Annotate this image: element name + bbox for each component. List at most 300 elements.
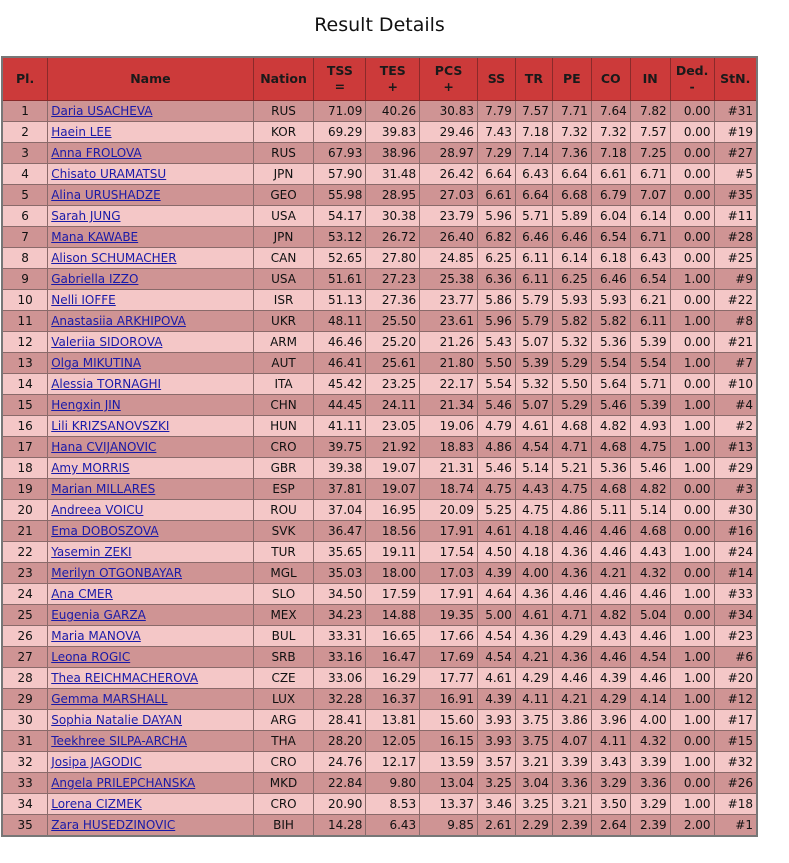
starting-number-cell: #21 (714, 332, 757, 353)
place-cell: 25 (2, 605, 48, 626)
pe-cell: 3.86 (552, 710, 591, 731)
ded-cell: 1.00 (670, 668, 714, 689)
pe-cell: 7.71 (552, 101, 591, 122)
starting-number-cell: #19 (714, 122, 757, 143)
skater-name-link[interactable]: Nelli IOFFE (51, 293, 116, 307)
skater-name-cell (48, 647, 253, 668)
in-cell: 5.46 (630, 458, 670, 479)
place-cell: 9 (2, 269, 48, 290)
tss-cell: 20.90 (314, 794, 366, 815)
co-cell: 6.18 (591, 248, 630, 269)
co-cell: 3.96 (591, 710, 630, 731)
in-cell: 4.46 (630, 668, 670, 689)
in-cell: 4.32 (630, 731, 670, 752)
table-row (2, 143, 757, 164)
skater-name-cell (48, 752, 253, 773)
co-cell: 7.64 (591, 101, 630, 122)
skater-name-cell (48, 500, 253, 521)
ss-cell: 6.61 (477, 185, 515, 206)
ss-cell: 5.96 (477, 206, 515, 227)
nation-cell: AUT (253, 353, 314, 374)
ded-cell: 1.00 (670, 584, 714, 605)
tr-cell: 5.07 (515, 395, 552, 416)
tr-cell: 6.11 (515, 269, 552, 290)
tes-cell: 27.80 (366, 248, 420, 269)
table-row (2, 332, 757, 353)
ss-cell: 5.46 (477, 395, 515, 416)
tes-cell: 19.07 (366, 458, 420, 479)
skater-name-link[interactable]: Marian MILLARES (51, 482, 156, 496)
table-row (2, 710, 757, 731)
ded-cell: 0.00 (670, 605, 714, 626)
nation-cell: BUL (253, 626, 314, 647)
in-cell: 7.57 (630, 122, 670, 143)
in-cell: 5.54 (630, 353, 670, 374)
co-cell: 4.82 (591, 605, 630, 626)
skater-name-link[interactable]: Hana CVIJANOVIC (51, 440, 157, 454)
table-row (2, 563, 757, 584)
table-row (2, 416, 757, 437)
pe-cell: 5.93 (552, 290, 591, 311)
starting-number-cell: #18 (714, 794, 757, 815)
ded-cell: 1.00 (670, 458, 714, 479)
skater-name-link[interactable]: Zara HUSEDZINOVIC (51, 818, 176, 832)
skater-name-link[interactable]: Hengxin JIN (51, 398, 121, 412)
ss-cell: 5.86 (477, 290, 515, 311)
co-cell: 5.64 (591, 374, 630, 395)
table-row (2, 395, 757, 416)
ded-cell: 0.00 (670, 206, 714, 227)
ded-cell: 1.00 (670, 416, 714, 437)
skater-name-link[interactable]: Anna FROLOVA (51, 146, 142, 160)
header-co: CO (591, 57, 630, 101)
place-cell: 3 (2, 143, 48, 164)
nation-cell: SVK (253, 521, 314, 542)
tr-cell: 5.79 (515, 311, 552, 332)
starting-number-cell: #5 (714, 164, 757, 185)
starting-number-cell: #23 (714, 626, 757, 647)
tr-cell: 5.39 (515, 353, 552, 374)
skater-name-cell (48, 353, 253, 374)
tr-cell: 5.14 (515, 458, 552, 479)
table-row (2, 584, 757, 605)
tss-cell: 37.04 (314, 500, 366, 521)
header-nation: Nation (253, 57, 314, 101)
pcs-cell: 19.35 (420, 605, 478, 626)
tss-cell: 22.84 (314, 773, 366, 794)
in-cell: 6.11 (630, 311, 670, 332)
in-cell: 4.46 (630, 626, 670, 647)
table-row (2, 542, 757, 563)
table-row (2, 248, 757, 269)
nation-cell: ARM (253, 332, 314, 353)
ss-cell: 5.96 (477, 311, 515, 332)
skater-name-cell (48, 689, 253, 710)
co-cell: 5.36 (591, 458, 630, 479)
results-body (2, 101, 757, 837)
skater-name-cell (48, 773, 253, 794)
in-cell: 3.36 (630, 773, 670, 794)
nation-cell: CRO (253, 437, 314, 458)
place-cell: 1 (2, 101, 48, 122)
starting-number-cell: #34 (714, 605, 757, 626)
table-row (2, 164, 757, 185)
place-cell: 35 (2, 815, 48, 837)
nation-cell: TUR (253, 542, 314, 563)
ded-cell: 1.00 (670, 794, 714, 815)
ss-cell: 6.25 (477, 248, 515, 269)
ss-cell: 5.25 (477, 500, 515, 521)
ss-cell: 5.00 (477, 605, 515, 626)
skater-name-link[interactable]: Olga MIKUTINA (51, 356, 142, 370)
skater-name-cell (48, 143, 253, 164)
nation-cell: THA (253, 731, 314, 752)
header-place: Pl. (2, 57, 48, 101)
skater-name-link[interactable]: Angela PRILEPCHANSKA (51, 776, 196, 790)
tr-cell: 4.75 (515, 500, 552, 521)
ss-cell: 4.54 (477, 626, 515, 647)
skater-name-link[interactable]: Gabriella IZZO (51, 272, 139, 286)
skater-name-link[interactable]: Gemma MARSHALL (51, 692, 168, 706)
pe-cell: 5.29 (552, 395, 591, 416)
skater-name-link[interactable]: Merilyn OTGONBAYAR (51, 566, 183, 580)
co-cell: 4.46 (591, 521, 630, 542)
skater-name-link[interactable]: Alina URUSHADZE (51, 188, 161, 202)
skater-name-link[interactable]: Lili KRIZSANOVSZKI (51, 419, 170, 433)
ded-cell: 0.00 (670, 773, 714, 794)
co-cell: 6.79 (591, 185, 630, 206)
nation-cell: ARG (253, 710, 314, 731)
skater-name-link[interactable]: Andreea VOICU (51, 503, 144, 517)
tes-cell: 8.53 (366, 794, 420, 815)
tss-cell: 35.03 (314, 563, 366, 584)
skater-name-cell (48, 731, 253, 752)
place-cell: 27 (2, 647, 48, 668)
pcs-cell: 23.77 (420, 290, 478, 311)
table-row (2, 437, 757, 458)
in-cell: 5.39 (630, 332, 670, 353)
place-cell: 4 (2, 164, 48, 185)
in-cell: 4.68 (630, 521, 670, 542)
skater-name-cell (48, 227, 253, 248)
tes-cell: 27.23 (366, 269, 420, 290)
starting-number-cell: #11 (714, 206, 757, 227)
pcs-cell: 16.15 (420, 731, 478, 752)
pe-cell: 4.36 (552, 563, 591, 584)
pe-cell: 6.25 (552, 269, 591, 290)
place-cell: 13 (2, 353, 48, 374)
skater-name-link[interactable]: Chisato URAMATSU (51, 167, 167, 181)
in-cell: 6.43 (630, 248, 670, 269)
tes-cell: 21.92 (366, 437, 420, 458)
ss-cell: 4.64 (477, 584, 515, 605)
skater-name-link[interactable]: Josipa JAGODIC (51, 755, 142, 769)
skater-name-cell (48, 332, 253, 353)
ded-cell: 1.00 (670, 542, 714, 563)
pcs-cell: 20.09 (420, 500, 478, 521)
starting-number-cell: #8 (714, 311, 757, 332)
tr-cell: 4.18 (515, 542, 552, 563)
nation-cell: CHN (253, 395, 314, 416)
starting-number-cell: #24 (714, 542, 757, 563)
tes-cell: 25.50 (366, 311, 420, 332)
tss-cell: 28.20 (314, 731, 366, 752)
place-cell: 34 (2, 794, 48, 815)
ded-cell: 1.00 (670, 689, 714, 710)
ss-cell: 3.93 (477, 731, 515, 752)
skater-name-link[interactable]: Maria MANOVA (51, 629, 141, 643)
nation-cell: LUX (253, 689, 314, 710)
pe-cell: 5.82 (552, 311, 591, 332)
co-cell: 5.11 (591, 500, 630, 521)
tes-cell: 26.72 (366, 227, 420, 248)
ss-cell: 7.79 (477, 101, 515, 122)
table-row (2, 374, 757, 395)
nation-cell: MGL (253, 563, 314, 584)
starting-number-cell: #10 (714, 374, 757, 395)
table-row (2, 815, 757, 837)
co-cell: 6.61 (591, 164, 630, 185)
starting-number-cell: #12 (714, 689, 757, 710)
co-cell: 4.11 (591, 731, 630, 752)
skater-name-cell (48, 290, 253, 311)
tes-cell: 14.88 (366, 605, 420, 626)
tss-cell: 54.17 (314, 206, 366, 227)
tss-cell: 55.98 (314, 185, 366, 206)
nation-cell: KOR (253, 122, 314, 143)
starting-number-cell: #26 (714, 773, 757, 794)
tr-cell: 5.07 (515, 332, 552, 353)
pe-cell: 5.29 (552, 353, 591, 374)
tss-cell: 44.45 (314, 395, 366, 416)
skater-name-link[interactable]: Haein LEE (51, 125, 112, 139)
ded-cell: 0.00 (670, 731, 714, 752)
pe-cell: 4.36 (552, 542, 591, 563)
tes-cell: 16.47 (366, 647, 420, 668)
starting-number-cell: #16 (714, 521, 757, 542)
skater-name-link[interactable]: Valeriia SIDOROVA (51, 335, 163, 349)
skater-name-link[interactable]: Amy MORRIS (51, 461, 130, 475)
tr-cell: 4.43 (515, 479, 552, 500)
in-cell: 5.71 (630, 374, 670, 395)
ss-cell: 4.86 (477, 437, 515, 458)
skater-name-link[interactable]: Eugenia GARZA (51, 608, 146, 622)
tes-cell: 16.29 (366, 668, 420, 689)
tes-cell: 27.36 (366, 290, 420, 311)
skater-name-link[interactable]: Leona ROGIC (51, 650, 131, 664)
place-cell: 12 (2, 332, 48, 353)
pcs-cell: 29.46 (420, 122, 478, 143)
nation-cell: CZE (253, 668, 314, 689)
place-cell: 2 (2, 122, 48, 143)
place-cell: 10 (2, 290, 48, 311)
tr-cell: 5.71 (515, 206, 552, 227)
tss-cell: 36.47 (314, 521, 366, 542)
skater-name-cell (48, 269, 253, 290)
header-tss (314, 57, 366, 101)
co-cell: 5.82 (591, 311, 630, 332)
pe-cell: 6.14 (552, 248, 591, 269)
ded-cell: 1.00 (670, 647, 714, 668)
skater-name-link[interactable]: Thea REICHMACHEROVA (51, 671, 199, 685)
header-ded-symbol: - (689, 79, 695, 94)
pe-cell: 7.36 (552, 143, 591, 164)
tss-cell: 46.41 (314, 353, 366, 374)
in-cell: 4.46 (630, 584, 670, 605)
skater-name-cell (48, 374, 253, 395)
tss-cell: 34.50 (314, 584, 366, 605)
skater-name-link[interactable]: Teekhree SILPA-ARCHA (51, 734, 187, 748)
ss-cell: 4.50 (477, 542, 515, 563)
skater-name-link[interactable]: Sarah JUNG (51, 209, 121, 223)
header-ss: SS (477, 57, 515, 101)
place-cell: 30 (2, 710, 48, 731)
co-cell: 4.68 (591, 479, 630, 500)
pcs-cell: 30.83 (420, 101, 478, 122)
skater-name-cell (48, 122, 253, 143)
co-cell: 4.68 (591, 437, 630, 458)
table-row (2, 458, 757, 479)
ded-cell: 0.00 (670, 521, 714, 542)
tr-cell: 4.11 (515, 689, 552, 710)
pe-cell: 4.46 (552, 668, 591, 689)
tes-cell: 12.17 (366, 752, 420, 773)
ded-cell: 0.00 (670, 227, 714, 248)
skater-name-link[interactable]: Sophia Natalie DAYAN (51, 713, 183, 727)
tes-cell: 24.11 (366, 395, 420, 416)
table-row (2, 521, 757, 542)
ss-cell: 4.54 (477, 647, 515, 668)
tss-cell: 51.61 (314, 269, 366, 290)
co-cell: 7.32 (591, 122, 630, 143)
pe-cell: 4.29 (552, 626, 591, 647)
tss-cell: 37.81 (314, 479, 366, 500)
starting-number-cell: #3 (714, 479, 757, 500)
ded-cell: 1.00 (670, 353, 714, 374)
table-row (2, 290, 757, 311)
pcs-cell: 26.42 (420, 164, 478, 185)
skater-name-link[interactable]: Alison SCHUMACHER (51, 251, 177, 265)
table-row (2, 794, 757, 815)
header-pe: PE (552, 57, 591, 101)
ss-cell: 3.46 (477, 794, 515, 815)
table-row (2, 101, 757, 122)
in-cell: 6.21 (630, 290, 670, 311)
in-cell: 6.71 (630, 227, 670, 248)
nation-cell: GEO (253, 185, 314, 206)
tr-cell: 4.61 (515, 416, 552, 437)
ded-cell: 0.00 (670, 248, 714, 269)
header-tss-label: TSS (326, 63, 353, 78)
tr-cell: 2.29 (515, 815, 552, 837)
place-cell: 32 (2, 752, 48, 773)
skater-name-link[interactable]: Alessia TORNAGHI (51, 377, 162, 391)
pe-cell: 5.21 (552, 458, 591, 479)
tr-cell: 7.18 (515, 122, 552, 143)
ss-cell: 5.46 (477, 458, 515, 479)
skater-name-link[interactable]: Yasemin ZEKI (51, 545, 132, 559)
starting-number-cell: #14 (714, 563, 757, 584)
tr-cell: 3.21 (515, 752, 552, 773)
co-cell: 4.82 (591, 416, 630, 437)
tr-cell: 4.29 (515, 668, 552, 689)
ss-cell: 5.50 (477, 353, 515, 374)
pe-cell: 4.07 (552, 731, 591, 752)
starting-number-cell: #2 (714, 416, 757, 437)
skater-name-link[interactable]: Daria USACHEVA (51, 104, 153, 118)
skater-name-cell (48, 185, 253, 206)
ded-cell: 0.00 (670, 479, 714, 500)
in-cell: 4.93 (630, 416, 670, 437)
ded-cell: 0.00 (670, 101, 714, 122)
ss-cell: 2.61 (477, 815, 515, 837)
pcs-cell: 16.91 (420, 689, 478, 710)
place-cell: 33 (2, 773, 48, 794)
ded-cell: 1.00 (670, 626, 714, 647)
co-cell: 3.43 (591, 752, 630, 773)
pe-cell: 4.21 (552, 689, 591, 710)
skater-name-link[interactable]: Mana KAWABE (51, 230, 139, 244)
skater-name-cell (48, 206, 253, 227)
nation-cell: ESP (253, 479, 314, 500)
skater-name-cell (48, 542, 253, 563)
ss-cell: 4.61 (477, 521, 515, 542)
starting-number-cell: #35 (714, 185, 757, 206)
skater-name-link[interactable]: Ema DOBOSZOVA (51, 524, 159, 538)
co-cell: 6.04 (591, 206, 630, 227)
skater-name-link[interactable]: Lorena CIZMEK (51, 797, 142, 811)
tes-cell: 18.00 (366, 563, 420, 584)
skater-name-cell (48, 458, 253, 479)
header-tes (366, 57, 420, 101)
tr-cell: 7.14 (515, 143, 552, 164)
skater-name-cell (48, 668, 253, 689)
pcs-cell: 17.03 (420, 563, 478, 584)
starting-number-cell: #15 (714, 731, 757, 752)
ss-cell: 7.29 (477, 143, 515, 164)
pcs-cell: 21.34 (420, 395, 478, 416)
table-row (2, 689, 757, 710)
skater-name-link[interactable]: Ana CMER (51, 587, 113, 601)
pcs-cell: 23.61 (420, 311, 478, 332)
pe-cell: 6.68 (552, 185, 591, 206)
tes-cell: 28.95 (366, 185, 420, 206)
starting-number-cell: #31 (714, 101, 757, 122)
pcs-cell: 17.91 (420, 584, 478, 605)
place-cell: 19 (2, 479, 48, 500)
results-table (1, 56, 758, 837)
co-cell: 5.93 (591, 290, 630, 311)
tss-cell: 41.11 (314, 416, 366, 437)
place-cell: 31 (2, 731, 48, 752)
skater-name-link[interactable]: Anastasiia ARKHIPOVA (51, 314, 186, 328)
starting-number-cell: #32 (714, 752, 757, 773)
pe-cell: 3.39 (552, 752, 591, 773)
tes-cell: 9.80 (366, 773, 420, 794)
starting-number-cell: #25 (714, 248, 757, 269)
tss-cell: 34.23 (314, 605, 366, 626)
pcs-cell: 28.97 (420, 143, 478, 164)
in-cell: 4.00 (630, 710, 670, 731)
co-cell: 4.46 (591, 542, 630, 563)
pcs-cell: 17.69 (420, 647, 478, 668)
tes-cell: 25.20 (366, 332, 420, 353)
table-row (2, 626, 757, 647)
tss-cell: 39.75 (314, 437, 366, 458)
skater-name-cell (48, 584, 253, 605)
pcs-cell: 18.74 (420, 479, 478, 500)
pcs-cell: 9.85 (420, 815, 478, 837)
